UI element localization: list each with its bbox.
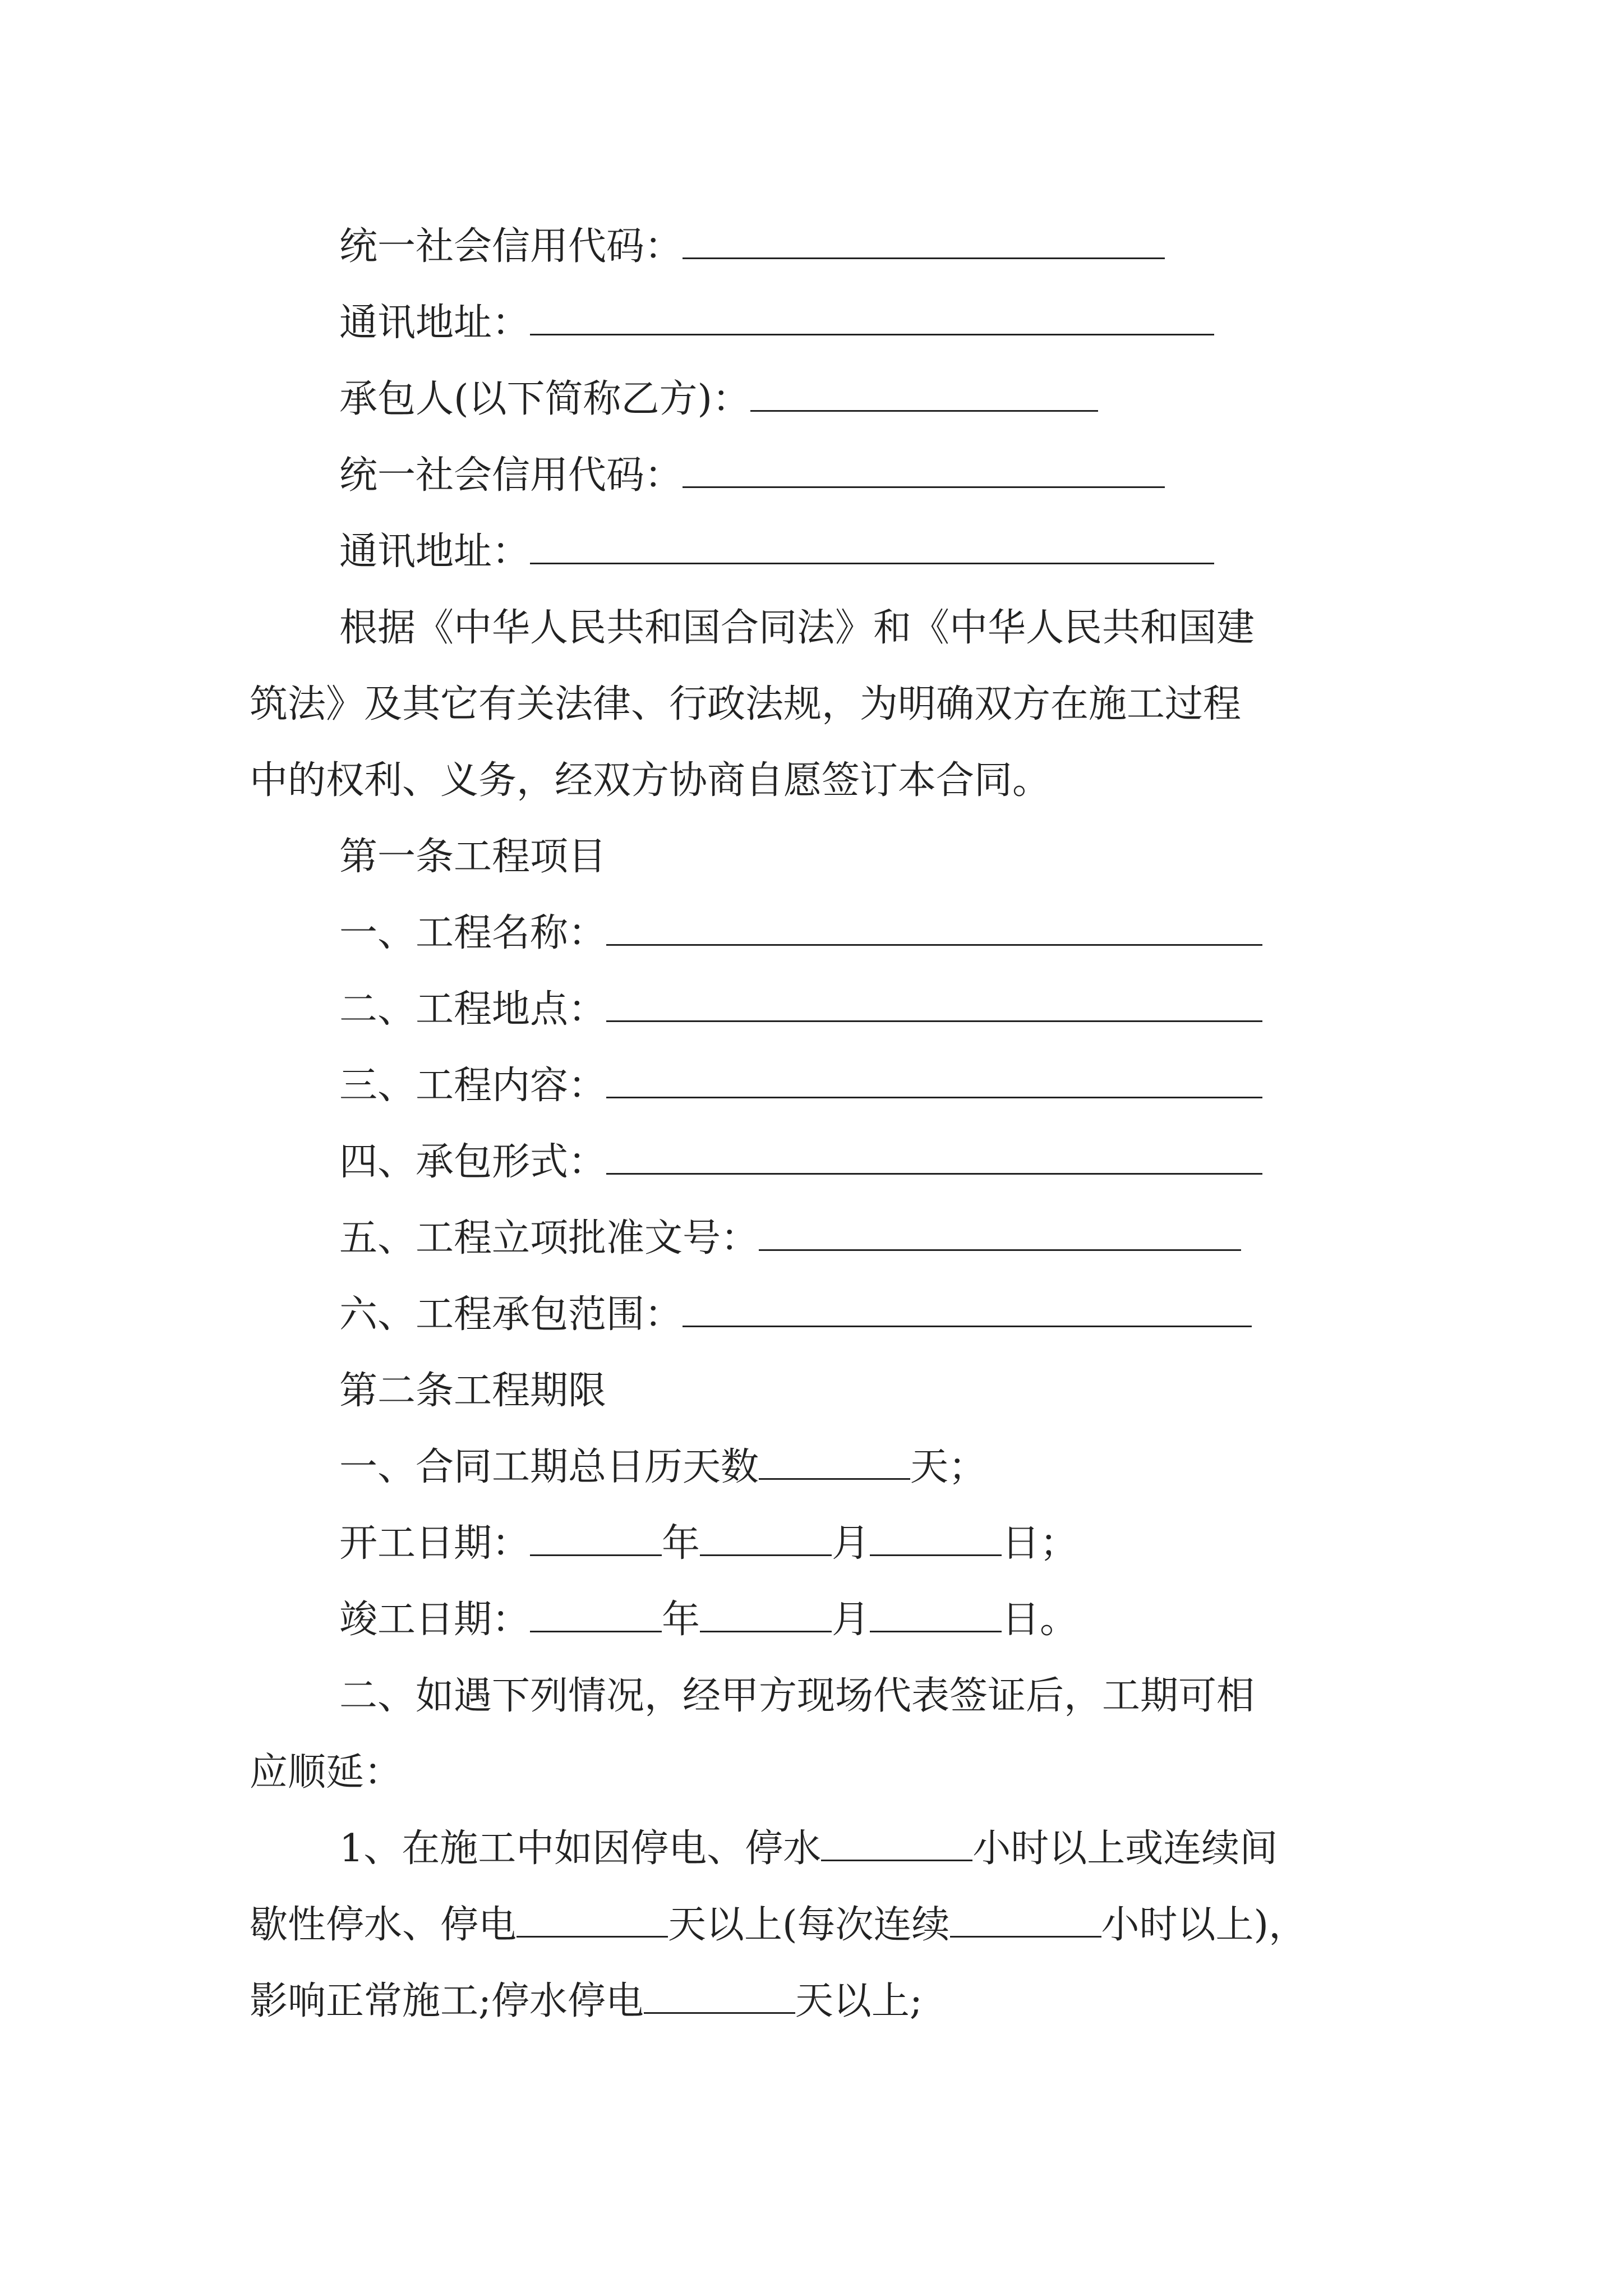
- party-a-address-row: [339, 301, 1214, 346]
- start-date-label: 开工日期：: [339, 1521, 531, 1566]
- case1-line-3: [250, 1979, 923, 2024]
- start-month-blank[interactable]: [700, 1522, 832, 1556]
- end-month-unit: 月: [832, 1598, 870, 1642]
- outage-hours-blank[interactable]: [821, 1827, 972, 1861]
- project-name-blank[interactable]: [606, 912, 1262, 946]
- total-days-row: [339, 1445, 986, 1490]
- preamble-line-2: 筑法》及其它有关法律、行政法规，为明确双方在施工过程: [250, 682, 1242, 726]
- contract-form-label: 四、承包形式：: [339, 1140, 607, 1184]
- intermittent-days-blank[interactable]: [517, 1903, 668, 1938]
- contract-scope-label: 六、工程承包范围：: [339, 1292, 683, 1337]
- approval-number-row: [339, 1216, 1241, 1261]
- case1-text-2: 小时以上或连续间: [972, 1826, 1278, 1871]
- case1-text-4: 天以上(每次连续: [668, 1903, 950, 1947]
- extension-line-1: 二、如遇下列情况，经甲方现场代表签证后，工期可相: [339, 1674, 1255, 1718]
- end-day-blank[interactable]: [870, 1598, 1002, 1632]
- end-date-label: 竣工日期：: [339, 1598, 531, 1642]
- total-days-unit: 天；: [910, 1445, 987, 1489]
- total-days-label: 一、合同工期总日历天数: [339, 1445, 759, 1489]
- outage-days-blank[interactable]: [644, 1980, 795, 2014]
- start-month-unit: 月: [832, 1521, 870, 1566]
- case1-text-1: 1、在施工中如因停电、停水: [339, 1826, 822, 1871]
- continuous-hours-blank[interactable]: [950, 1903, 1101, 1938]
- end-year-unit: 年: [662, 1598, 700, 1642]
- project-location-row: [339, 987, 1262, 1032]
- end-year-blank[interactable]: [530, 1598, 662, 1632]
- extension-line-2: 应顺延：: [250, 1750, 403, 1795]
- party-a-address-blank[interactable]: [530, 301, 1214, 335]
- case1-text-5: 小时以上)，: [1101, 1903, 1307, 1947]
- article2-title: 第二条工程期限: [339, 1369, 607, 1413]
- party-b-credit-code-row: [339, 453, 1165, 498]
- party-b-address-label: 通讯地址：: [339, 530, 531, 574]
- start-date-row: [339, 1521, 1078, 1566]
- preamble-line-1: 根据《中华人民共和国合同法》和《中华人民共和国建: [339, 606, 1255, 650]
- preamble-line-3: 中的权利、义务，经双方协商自愿签订本合同。: [250, 758, 1051, 803]
- case1-line-2: [250, 1903, 1307, 1948]
- end-day-unit: 日。: [1002, 1598, 1078, 1642]
- article1-title: 第一条工程项目: [339, 835, 607, 879]
- contract-scope-row: [339, 1292, 1252, 1337]
- project-location-label: 二、工程地点：: [339, 987, 607, 1032]
- party-a-credit-code-blank[interactable]: [683, 225, 1165, 259]
- contract-scope-blank[interactable]: [683, 1293, 1252, 1327]
- approval-number-label: 五、工程立项批准文号：: [339, 1216, 759, 1260]
- project-content-row: [339, 1064, 1262, 1108]
- project-location-blank[interactable]: [606, 988, 1262, 1022]
- case1-text-7: 天以上;: [795, 1979, 923, 2023]
- contract-form-row: [339, 1140, 1262, 1185]
- party-b-credit-code-blank[interactable]: [683, 454, 1165, 488]
- approval-number-blank[interactable]: [759, 1217, 1241, 1251]
- party-b-name-blank[interactable]: [750, 378, 1098, 412]
- end-month-blank[interactable]: [700, 1598, 832, 1632]
- start-day-unit: 日；: [1002, 1521, 1078, 1566]
- end-date-row: [339, 1598, 1078, 1642]
- party-a-credit-code-label: 统一社会信用代码：: [339, 224, 683, 269]
- contract-form-blank[interactable]: [606, 1140, 1262, 1175]
- case1-line-1: [339, 1826, 1278, 1871]
- party-b-credit-code-label: 统一社会信用代码：: [339, 453, 683, 498]
- start-day-blank[interactable]: [870, 1522, 1002, 1556]
- project-content-label: 三、工程内容：: [339, 1064, 607, 1108]
- party-b-address-row: [339, 530, 1214, 574]
- project-name-row: [339, 911, 1262, 956]
- party-b-address-blank[interactable]: [530, 530, 1214, 564]
- total-days-blank[interactable]: [759, 1446, 910, 1480]
- party-a-credit-code-row: [339, 224, 1165, 269]
- party-b-row: [339, 377, 1098, 422]
- party-a-address-label: 通讯地址：: [339, 301, 531, 345]
- case1-text-6: 影响正常施工;停水停电: [250, 1979, 644, 2023]
- start-year-unit: 年: [662, 1521, 700, 1566]
- start-year-blank[interactable]: [530, 1522, 662, 1556]
- case1-text-3: 歇性停水、停电: [250, 1903, 517, 1947]
- project-content-blank[interactable]: [606, 1064, 1262, 1098]
- project-name-label: 一、工程名称：: [339, 911, 607, 955]
- party-b-label: 承包人(以下简称乙方)：: [339, 377, 751, 421]
